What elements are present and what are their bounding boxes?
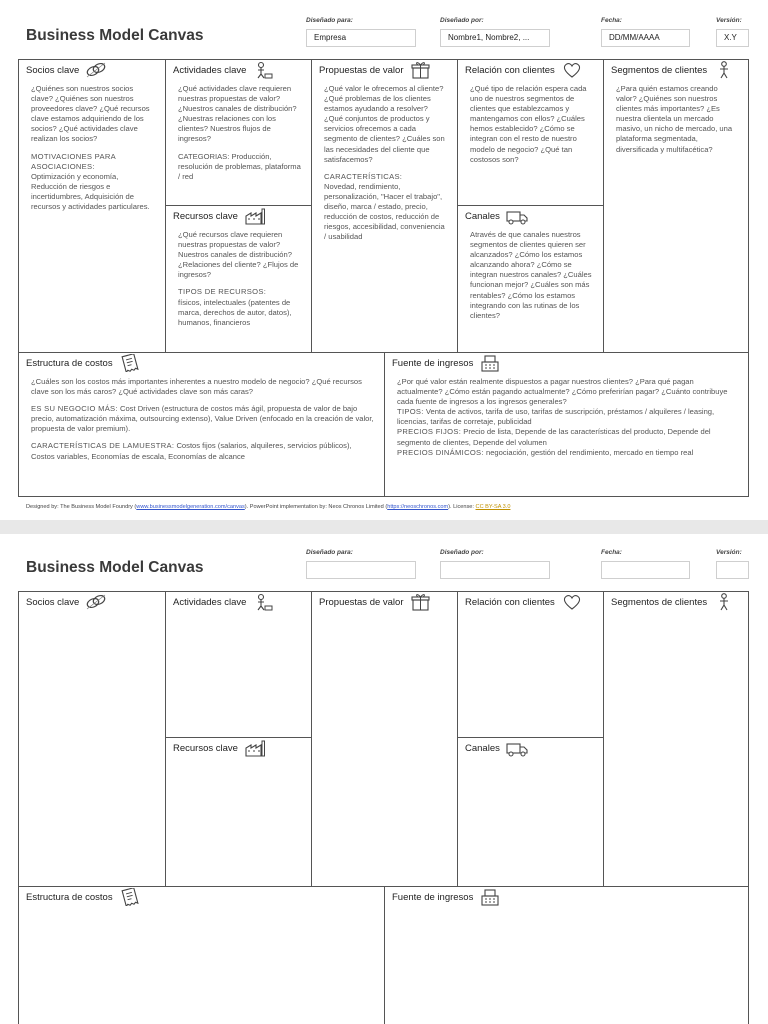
business-model-canvas: [18, 591, 749, 1024]
business-model-canvas: [18, 59, 749, 497]
block-title: Actividades clave: [173, 596, 247, 608]
block-title: Socios clave: [26, 64, 80, 76]
person-icon: [713, 61, 735, 79]
link-icon: [85, 593, 107, 611]
designed-for-field[interactable]: Empresa: [306, 29, 416, 47]
link-icon: [85, 61, 107, 79]
block-channels[interactable]: [458, 206, 604, 353]
block-channels[interactable]: [458, 738, 604, 887]
block-subheading: PRECIOS DINÁMICOS:: [397, 447, 484, 457]
block-title: Socios clave: [26, 596, 80, 608]
date-field[interactable]: [601, 561, 690, 579]
block-customer-segments[interactable]: [604, 60, 748, 353]
block-text: Cost Driven (estructura de costos más ágil, propuesta de valor de bajo precio, automatización máxima, outsourcing extenso), Value Driven (enfocado en la creación de valor, propuesta de valor premium).: [31, 404, 374, 434]
credits-text: Designed by: The Business Model Foundry (: [26, 504, 137, 510]
block-title: Estructura de costos: [26, 891, 113, 903]
gift-icon: [410, 593, 432, 611]
block-text: negociación, gestión del rendimiento, mercado en tiempo real: [485, 447, 694, 457]
block-title: Canales: [465, 210, 500, 222]
block-title: Relación con clientes: [465, 596, 555, 608]
block-title: Relación con clientes: [465, 64, 555, 76]
block-subheading: ES SU NEGOCIO MÁS:: [31, 404, 118, 414]
block-cost-structure[interactable]: [19, 353, 385, 496]
designed-for-label: Diseñado para:: [306, 17, 353, 24]
block-key-partners[interactable]: [19, 60, 166, 353]
block-text: ¿Qué tipo de relación espera cada uno de nuestros segmentos de clientes que establezcamos y mantengamos con ellos? ¿Cuáles hemos establecido? ¿Cómo se integran con el resto de nuestro modelo de negocio? ¿Qué tan costosos son?: [470, 84, 587, 164]
block-subheading: TIPOS DE RECURSOS:: [178, 287, 267, 297]
heart-icon: [561, 61, 583, 79]
block-subheading: CARACTERÍSTICAS:: [324, 171, 403, 181]
block-key-activities[interactable]: [166, 592, 312, 738]
foundry-link[interactable]: www.businessmodelgeneration.com/canvas: [136, 504, 245, 510]
block-text: ¿Qué recursos clave requieren nuestras propuestas de valor? Nuestros canales de distribución? ¿Relaciones del cliente? ¿Flujos de ingresos?: [178, 230, 299, 280]
receipt-icon: [119, 354, 141, 372]
truck-icon: [506, 207, 528, 225]
block-text: CATEGORIAS: Producción, resolución de problemas, plataforma / red: [178, 151, 301, 181]
block-title: Actividades clave: [173, 64, 247, 76]
block-title: Canales: [465, 742, 500, 754]
block-text: ¿Para quién estamos creando valor? ¿Quiénes son nuestros clientes más importantes? ¿Es nuestra clientela un mercado masivo, un nicho de mercado, una plataforma segmentada, diversificada y multifacética?: [616, 84, 733, 154]
credits-line: [26, 504, 510, 510]
version-label: Versión:: [716, 549, 742, 556]
block-key-activities[interactable]: [166, 60, 312, 206]
factory-icon: [244, 207, 266, 225]
block-subheading: CARACTERÍSTICAS DE LAMUESTRA:: [31, 441, 175, 451]
block-customer-relationships[interactable]: [458, 592, 604, 738]
block-revenue-streams[interactable]: [385, 353, 748, 496]
block-value-propositions[interactable]: [312, 592, 458, 887]
block-text: ¿Qué actividades clave requieren nuestras propuestas de valor? ¿Nuestros canales de distribución? ¿Nuestras relaciones con los clientes? Nuestros flujos de ingresos?: [178, 84, 297, 144]
designed-for-label: Diseñado para:: [306, 549, 353, 556]
block-text: Novedad, rendimiento, personalización, "Hacer el trabajo", diseño, marca / estado, precio, reducción de costos, reducción de riesgos, accesibilidad, conveniencia / usabilidad: [324, 181, 445, 242]
block-text: ¿Quiénes son nuestros socios clave? ¿Quiénes son nuestros proveedores clave? ¿Qué recursos clave estamos adquiriendo de los socios? ¿Qué actividades clave realizan los socios?: [31, 84, 150, 144]
designed-by-label: Diseñado por:: [440, 549, 484, 556]
block-title: Estructura de costos: [26, 357, 113, 369]
block-title: Recursos clave: [173, 210, 238, 222]
credits-text: ). PowerPoint implementation by: Neos Chronos Limited (: [244, 504, 388, 510]
version-field[interactable]: [716, 561, 749, 579]
block-value-propositions[interactable]: [312, 60, 458, 353]
block-customer-relationships[interactable]: [458, 60, 604, 206]
truck-icon: [506, 739, 528, 757]
block-text: físicos, intelectuales (patentes de marca, derechos de autor, datos), humanos, financieros: [178, 297, 292, 327]
block-key-resources[interactable]: [166, 738, 312, 887]
neos-link[interactable]: https://neoschronos.com: [387, 504, 449, 510]
person-icon: [713, 593, 735, 611]
block-title: Propuestas de valor: [319, 64, 404, 76]
gift-icon: [410, 61, 432, 79]
block-text: Precio de lista, Depende de las características del producto, Depende del segmento de clientes, Depende del volumen: [397, 427, 711, 447]
block-revenue-streams[interactable]: [385, 887, 748, 1024]
block-text: Optimización y economía, Reducción de riesgos e incertidumbres, Adquisición de recursos y actividades particulares.: [31, 171, 150, 212]
block-subheading: MOTIVACIONES PARA ASOCIACIONES:: [31, 151, 116, 171]
canvas-page-blank: [0, 534, 768, 1024]
heart-icon: [561, 593, 583, 611]
designed-by-field[interactable]: Nombre1, Nombre2, ...: [440, 29, 550, 47]
block-title: Propuestas de valor: [319, 596, 404, 608]
cash-register-icon: [479, 888, 501, 906]
credits-text: ). License:: [448, 504, 476, 510]
factory-icon: [244, 739, 266, 757]
designed-by-label: Diseñado por:: [440, 17, 484, 24]
block-cost-structure[interactable]: [19, 887, 385, 1024]
block-text: Através de que canales nuestros segmentos de clientes quieren ser alcanzados? ¿Cómo los estamos alcanzando ahora? ¿Cómo se integran nuestros canales? ¿Cuáles funcionan mejor? ¿Cuáles son más rentables? ¿Cómo los estamos integrando con las rutinas de los clientes?: [470, 230, 592, 320]
block-title: Segmentos de clientes: [611, 64, 708, 76]
block-title: Recursos clave: [173, 742, 238, 754]
date-label: Fecha:: [601, 549, 622, 556]
date-field[interactable]: DD/MM/AAAA: [601, 29, 690, 47]
page-title: Business Model Canvas: [26, 559, 204, 576]
block-text: Venta de activos, tarifa de uso, tarifas de suscripción, préstamos / alquileres / leasing, licencias, tarifas de corretaje, publicidad: [397, 407, 715, 427]
block-text: ¿Por qué valor están realmente dispuestos a pagar nuestros clientes? ¿Para qué pagan actualmente? ¿Cómo están pagando actualmente? ¿Cómo preferirían pagar? ¿Cuánto contribuye cada fuente de ingresos a los ingresos generales?: [397, 377, 728, 407]
version-field[interactable]: X.Y: [716, 29, 749, 47]
block-title: Fuente de ingresos: [392, 357, 474, 369]
receipt-icon: [119, 888, 141, 906]
block-subheading: PRECIOS FIJOS:: [397, 427, 462, 437]
block-subheading: TIPOS:: [397, 407, 424, 417]
block-text: Costos fijos (salarios, alquileres, servicios públicos), Costos variables, Economías de escala, Economías de alcance: [31, 441, 352, 461]
date-label: Fecha:: [601, 17, 622, 24]
block-key-partners[interactable]: [19, 592, 166, 887]
tools-icon: [252, 593, 274, 611]
block-customer-segments[interactable]: [604, 592, 748, 887]
designed-by-field[interactable]: [440, 561, 550, 579]
block-title: Fuente de ingresos: [392, 891, 474, 903]
designed-for-field[interactable]: [306, 561, 416, 579]
tools-icon: [252, 61, 274, 79]
block-text: ¿Cuáles son los costos más importantes inherentes a nuestro modelo de negocio? ¿Qué recursos clave son los más caros? ¿Qué actividades clave son más caras?: [31, 377, 362, 397]
cash-register-icon: [479, 354, 501, 372]
version-label: Versión:: [716, 17, 742, 24]
page-title: Business Model Canvas: [26, 27, 204, 44]
block-text: ¿Qué valor le ofrecemos al cliente? ¿Qué problemas de los clientes estamos ayudando a resolver? ¿Qué conjuntos de productos y servicios ofrecemos a cada segmento de clientes? ¿Cuáles son las necesidades del cliente que satisfacemos?: [324, 84, 445, 164]
license-link[interactable]: CC BY-SA 3.0: [475, 504, 511, 510]
block-key-resources[interactable]: [166, 206, 312, 353]
block-title: Segmentos de clientes: [611, 596, 708, 608]
